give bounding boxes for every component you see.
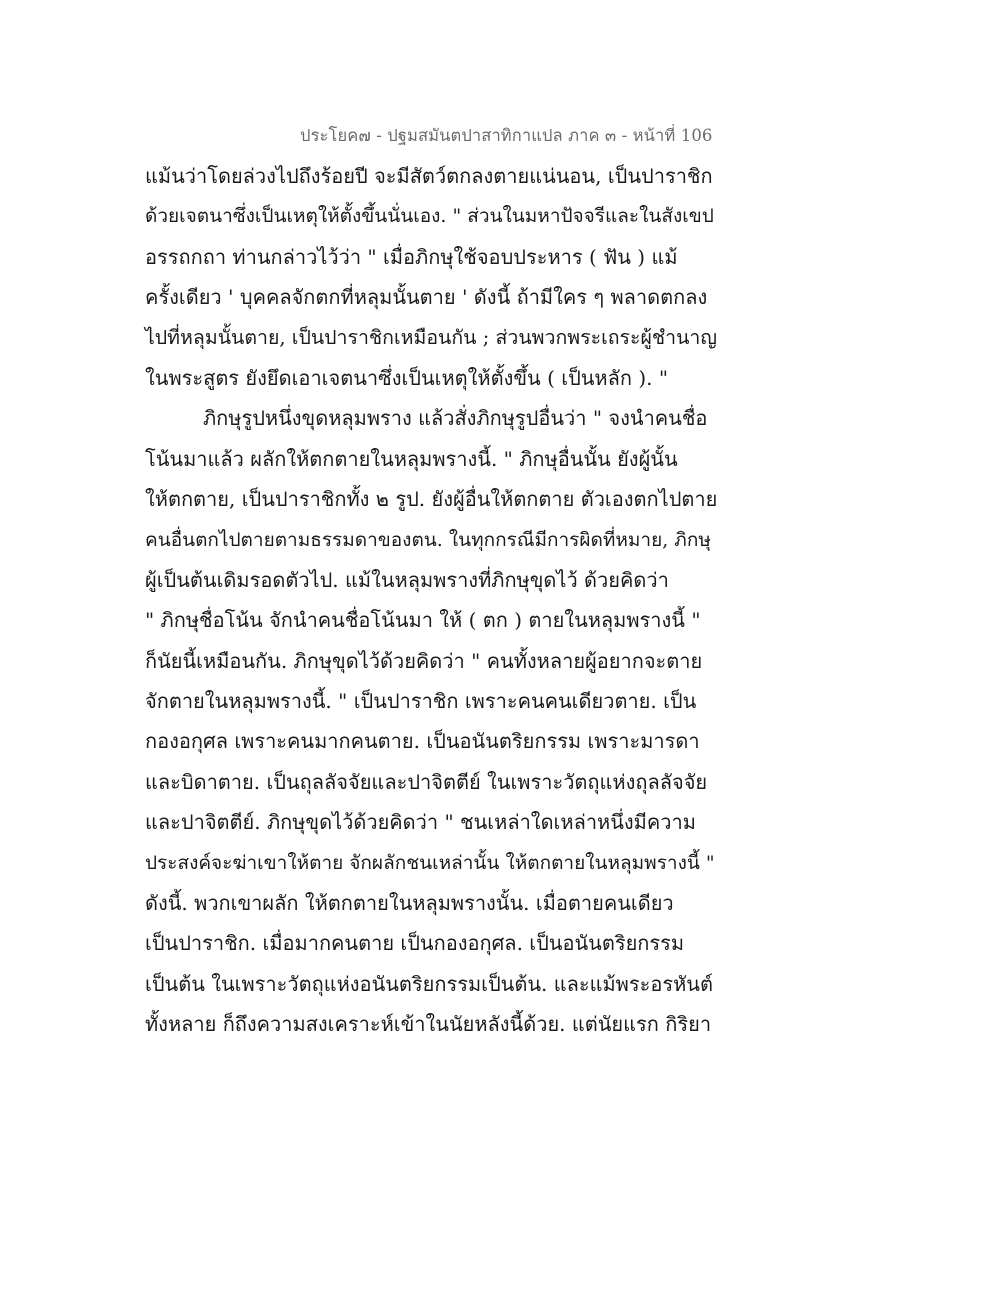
running-header: ประโยค๗ - ปฐมสมันตปาสาทิกาแปล ภาค ๓ - หน้าที่ 106 (300, 126, 713, 145)
text-line: แม้นว่าโดยล่วงไปถึงร้อยปี จะมีสัตว์ตกลงตายแน่นอน, เป็นปาราชิก (145, 164, 713, 188)
text-line: และบิดาตาย. เป็นถุลลัจจัยและปาจิตตีย์ ในเพราะวัตถุแห่งถุลลัจจัย (145, 769, 708, 794)
text-line: " ภิกษุชื่อโน้น จักนำคนชื่อโน้นมา ให้ ( ตก ) ตายในหลุมพรางนี้ " (145, 608, 701, 633)
text-line: โน้นมาแล้ว ผลักให้ตกตายในหลุมพรางนี้. " ภิกษุอื่นนั้น ยังผู้นั้น (145, 446, 678, 471)
text-line: ผู้เป็นต้นเดิมรอดตัวไป. แม้ในหลุมพรางที่ภิกษุขุดไว้ ด้วยคิดว่า (145, 567, 669, 592)
text-line: ประสงค์จะฆ่าเขาให้ตาย จักผลักชนเหล่านั้น ให้ตกตายในหลุมพรางนี้ " (145, 851, 715, 874)
text-line: ดังนี้. พวกเขาผลัก ให้ตกตายในหลุมพรางนั้น. เมื่อตายคนเดียว (145, 891, 674, 916)
text-line: เป็นปาราชิก. เมื่อมากคนตาย เป็นกองอกุศล. เป็นอนันตริยกรรม (145, 931, 685, 956)
paragraph-first-line: ภิกษุรูปหนึ่งขุดหลุมพราง แล้วสั่งภิกษุรูปอื่นว่า " จงนำคนชื่อ (203, 406, 708, 431)
text-line: กองอกุศล เพราะคนมากคนตาย. เป็นอนันตริยกรรม เพราะมารดา (145, 729, 700, 754)
text-line: ให้ตกตาย, เป็นปาราชิกทั้ง ๒ รูป. ยังผู้อื่นให้ตกตาย ตัวเองตกไปตาย (145, 487, 718, 512)
text-line: อรรถกถา ท่านกล่าวไว้ว่า " เมื่อภิกษุใช้จอบประหาร ( ฟัน ) แม้ (145, 244, 678, 269)
text-line: ไปที่หลุมนั้นตาย, เป็นปาราชิกเหมือนกัน ; ส่วนพวกพระเถระผู้ชำนาญ (145, 325, 717, 349)
text-line: ทั้งหลาย ก็ถึงความสงเคราะห์เข้าในนัยหลังนี้ด้วย. แต่นัยแรก กิริยา (145, 1012, 712, 1037)
page-body (145, 156, 725, 1045)
text-line: เป็นต้น ในเพราะวัตถุแห่งอนันตริยกรรมเป็นต้น. และแม้พระอรหันต์ (145, 971, 713, 996)
text-line: ในพระสูตร ยังยึดเอาเจตนาซึ่งเป็นเหตุให้ตั้งขึ้น ( เป็นหลัก ). " (145, 365, 669, 390)
text-line: จักตายในหลุมพรางนี้. " เป็นปาราชิก เพราะคนคนเดียวตาย. เป็น (145, 689, 697, 714)
text-line: ก็นัยนี้เหมือนกัน. ภิกษุขุดไว้ด้วยคิดว่า " คนทั้งหลายผู้อยากจะตาย (145, 648, 703, 673)
text-line: ครั้งเดียว ' บุคคลจักตกที่หลุมนั้นตาย ' ดังนี้ ถ้ามีใคร ๆ พลาดตกลง (145, 285, 708, 310)
text-line: และปาจิตตีย์. ภิกษุขุดไว้ด้วยคิดว่า " ชนเหล่าใดเหล่าหนึ่งมีความ (145, 810, 696, 835)
text-line: ด้วยเจตนาซึ่งเป็นเหตุให้ตั้งขึ้นนั่นเอง. " ส่วนในมหาปัจจรีและในสังเขป (145, 205, 714, 228)
text-line: คนอื่นตกไปตายตามธรรมดาของตน. ในทุกกรณีมีการผิดที่หมาย, ภิกษุ (145, 528, 711, 551)
